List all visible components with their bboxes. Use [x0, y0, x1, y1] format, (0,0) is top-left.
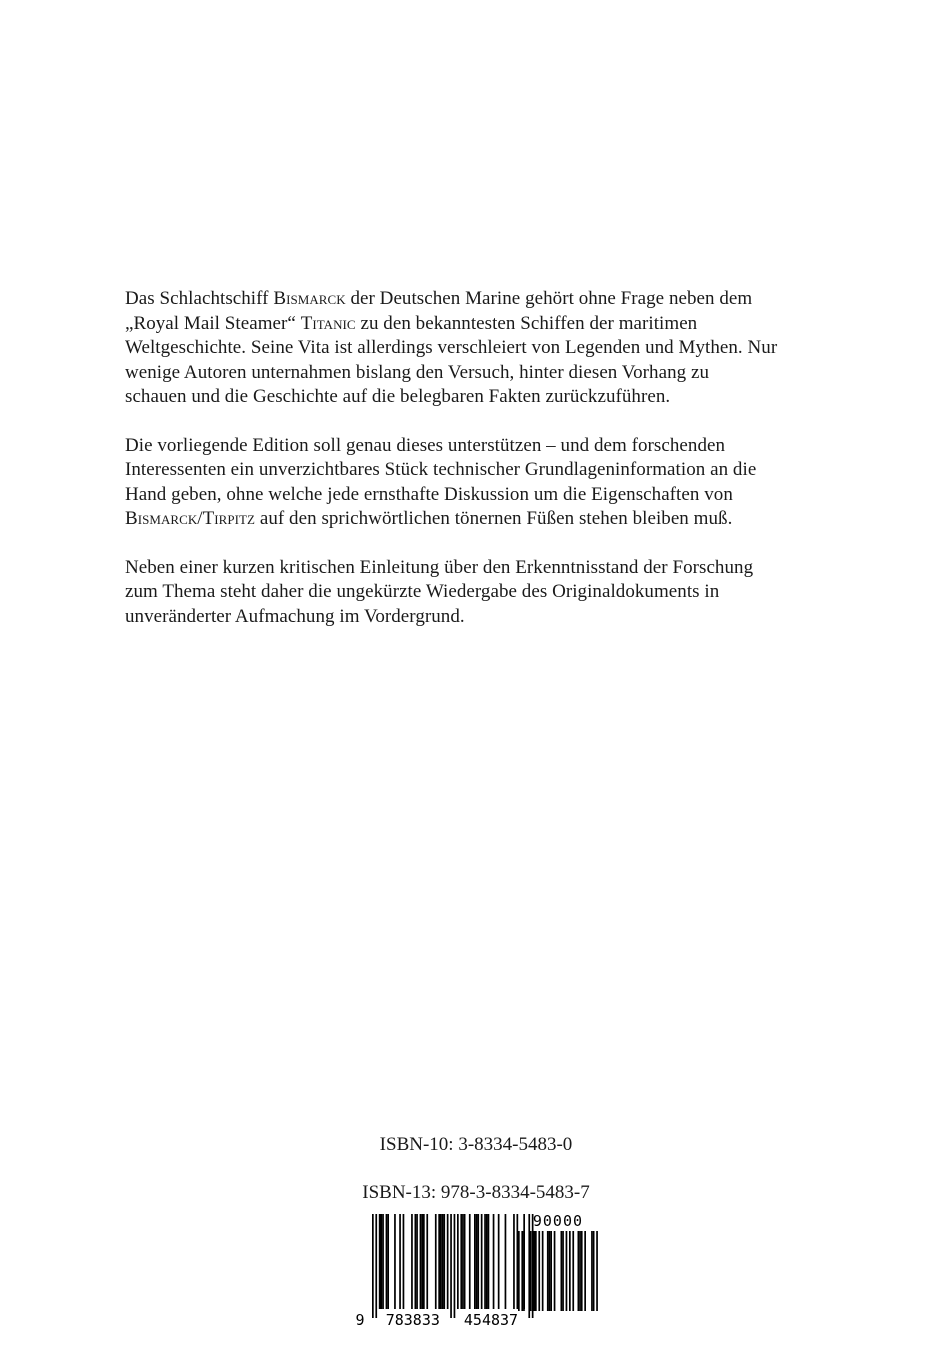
barcode-addon-label: 90000	[532, 1212, 584, 1230]
barcode-bar	[493, 1214, 495, 1309]
text-run: unveränderter Aufmachung im Vordergrund.	[125, 605, 465, 627]
barcode-bar	[488, 1214, 490, 1309]
blurb-line	[125, 580, 825, 605]
barcode-digits-right: 454837	[463, 1311, 519, 1329]
barcode-bar	[372, 1214, 374, 1318]
barcode-bar	[375, 1214, 377, 1318]
isbn-10: ISBN-10: 3-8334-5483-0	[379, 1134, 573, 1155]
blurb-line	[125, 287, 825, 312]
addon-bar	[518, 1231, 520, 1311]
addon-bar	[581, 1231, 583, 1311]
text-run: Hand geben, ohne welche jede ernsthafte Diskussion um die Eigenschaften von	[125, 483, 733, 505]
addon-bar	[593, 1231, 595, 1311]
addon-bar	[591, 1231, 593, 1311]
addon-bar	[596, 1231, 598, 1311]
blurb-paragraph-1	[125, 287, 825, 410]
barcode-bar	[469, 1214, 471, 1309]
barcode-bar	[440, 1214, 442, 1309]
blurb-paragraph-2	[125, 434, 825, 532]
addon-bar	[533, 1231, 535, 1311]
text-run: der Deutschen Marine gehört ohne Frage neben dem	[345, 288, 753, 309]
barcode-bar	[416, 1214, 418, 1309]
text-run: „Royal Mail Steamer“	[125, 312, 301, 334]
addon-bar	[530, 1231, 532, 1311]
text-run: Die vorliegende Edition soll genau dieses unterstützen – und dem forschenden	[125, 434, 726, 456]
blurb-line	[125, 483, 825, 508]
addon-bar	[584, 1231, 586, 1311]
barcode-bar	[386, 1214, 388, 1309]
barcode-bar	[381, 1214, 383, 1309]
barcode-bar	[505, 1214, 507, 1309]
addon-bar	[579, 1231, 581, 1311]
isbn-barcode	[340, 1211, 600, 1341]
barcode-bar	[420, 1214, 422, 1309]
text-run: zum Thema steht daher die ungekürzte Wiedergabe des Originaldokuments in	[125, 581, 720, 602]
barcode-bar	[435, 1214, 437, 1309]
addon-bar	[572, 1231, 574, 1311]
barcode-bar	[423, 1214, 425, 1309]
blurb-line	[125, 385, 825, 410]
isbn-13: ISBN-13: 978-3-8334-5483-7	[362, 1182, 590, 1203]
addon-bar	[578, 1231, 580, 1311]
barcode-bar	[477, 1214, 479, 1309]
barcode-digits-left: 783833	[385, 1311, 440, 1329]
ship-name: Bismarck	[273, 288, 346, 309]
barcode-bar	[438, 1214, 440, 1309]
barcode-bar	[484, 1214, 486, 1309]
blurb-paragraph-3	[125, 556, 825, 630]
text-run: Das Schlachtschiff	[125, 288, 274, 309]
addon-bar	[523, 1231, 525, 1311]
blurb-line	[125, 556, 825, 581]
blurb-line	[125, 434, 825, 459]
blurb-line	[125, 361, 825, 386]
ean13-barcode-graphic	[340, 1211, 600, 1341]
barcode-bar	[498, 1214, 500, 1309]
addon-bar	[554, 1231, 556, 1311]
addon-bar	[550, 1231, 552, 1311]
barcode-bar	[443, 1214, 445, 1309]
text-run: Interessenten ein unverzichtbares Stück technischer Grundlageninformation an die	[125, 459, 757, 480]
addon-bar	[538, 1231, 540, 1311]
addon-bar	[535, 1231, 537, 1311]
barcode-bar	[403, 1214, 405, 1309]
barcode-bar	[411, 1214, 413, 1309]
addon-bar	[566, 1231, 568, 1311]
blurb-line	[125, 458, 825, 483]
barcode-bar	[481, 1214, 483, 1309]
barcode-bar	[464, 1214, 466, 1309]
addon-bar	[542, 1231, 544, 1311]
barcode-bar	[474, 1214, 476, 1309]
barcode-bar	[457, 1214, 459, 1309]
ship-name: Bismarck/Tirpitz	[125, 508, 256, 529]
barcode-bar	[528, 1214, 530, 1318]
barcode-bar	[460, 1214, 462, 1309]
barcode-bar	[394, 1214, 396, 1309]
blurb-line	[125, 507, 825, 532]
addon-bar	[561, 1231, 563, 1311]
barcode-bar	[382, 1214, 384, 1309]
addon-bar	[549, 1231, 551, 1311]
blurb-line	[125, 336, 825, 361]
barcode-bar	[462, 1214, 464, 1309]
blurb-line	[125, 312, 825, 337]
addon-bar	[562, 1231, 564, 1311]
barcode-bar	[415, 1214, 417, 1309]
text-run: auf den sprichwörtlichen tönernen Füßen stehen bleiben muß.	[255, 508, 733, 529]
text-run: Neben einer kurzen kritischen Einleitung über den Erkenntnisstand der Forschung	[125, 556, 754, 578]
addon-bar	[569, 1231, 571, 1311]
barcode-bar	[450, 1214, 452, 1318]
barcode-bar	[447, 1214, 449, 1309]
barcode-bar	[387, 1214, 389, 1309]
barcode-bar	[421, 1214, 423, 1309]
ship-name: Titanic	[300, 312, 356, 334]
barcode-bar	[379, 1214, 381, 1309]
barcode-bar	[476, 1214, 478, 1309]
text-run: zu den bekanntesten Schiffen der maritimen	[355, 312, 698, 334]
text-run: Weltgeschichte. Seine Vita ist allerdings verschleiert von Legenden und Mythen. Nur	[125, 337, 778, 358]
text-run: wenige Autoren unternahmen bislang den Versuch, hinter diesen Vorhang zu	[125, 361, 710, 383]
barcode-bar	[399, 1214, 401, 1309]
barcode-bar	[513, 1214, 515, 1309]
addon-bar	[547, 1231, 549, 1311]
blurb-line	[125, 605, 825, 630]
blurb-text	[125, 287, 825, 653]
barcode-digit-lead: 9	[355, 1311, 365, 1329]
barcode-bar	[486, 1214, 488, 1309]
barcode-bar	[426, 1214, 428, 1309]
barcode-bar	[517, 1214, 519, 1309]
barcode-bar	[454, 1214, 456, 1318]
addon-bar	[521, 1231, 523, 1311]
text-run: schauen und die Geschichte auf die belegbaren Fakten zurückzuführen.	[125, 386, 671, 407]
barcode-bar	[442, 1214, 444, 1309]
